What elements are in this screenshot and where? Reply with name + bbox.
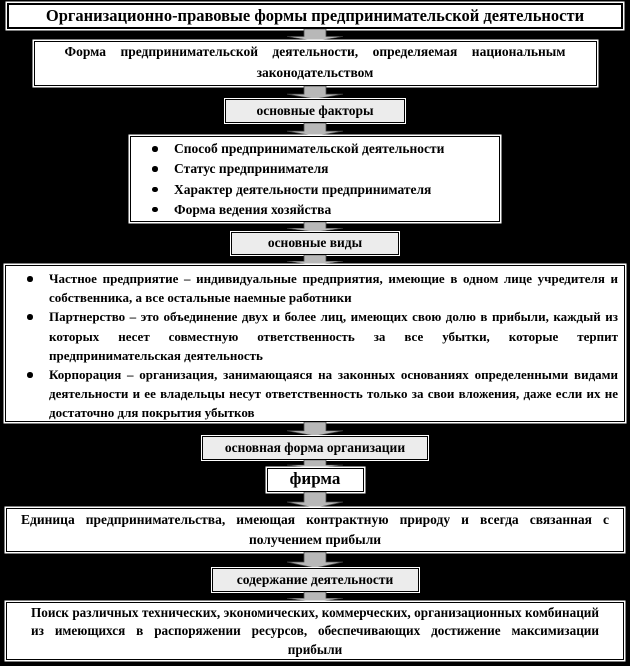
factor-item-text: Способ предпринимательской деятельности bbox=[174, 141, 445, 156]
type-item-text: Корпорация – организация, занимающаяся на законных основаниях определенными видами деятельности и ее владельцы несут ответственность только за свои вложения, даже если их не достаточно для покрытия убытков bbox=[49, 367, 618, 421]
type-item bbox=[6, 307, 618, 365]
bullet-icon bbox=[152, 166, 158, 172]
factor-item-text: Статус предпринимателя bbox=[174, 161, 329, 177]
down-arrow-icon bbox=[287, 255, 343, 265]
type-item bbox=[6, 365, 618, 423]
bullet-icon bbox=[152, 207, 158, 213]
down-arrow-icon bbox=[287, 222, 343, 232]
factor-item bbox=[131, 159, 495, 179]
bullet-icon bbox=[27, 314, 33, 320]
firm-definition-box: Единица предпринимательства, имеющая контрактную природу и всегда связанная с получением прибыли bbox=[6, 508, 624, 552]
factor-item-text: Форма ведения хозяйства bbox=[174, 201, 332, 217]
factor-item bbox=[131, 200, 495, 220]
type-item-text: Частное предприятие – индивидуальные предприятия, имеющие в одном лице учредителя и собственника, а все остальные наемные работники bbox=[49, 271, 618, 306]
org-form-label: основная форма организации bbox=[202, 436, 428, 460]
factors-list bbox=[130, 136, 500, 222]
down-arrow-icon bbox=[287, 592, 343, 602]
down-arrow-icon bbox=[287, 86, 343, 99]
bullet-icon bbox=[152, 187, 158, 193]
down-arrow-icon bbox=[287, 422, 343, 436]
diagram-title: Организационно-правовые формы предпринимательской деятельности bbox=[7, 3, 623, 29]
definition-box: Форма предпринимательской деятельности, определяемая национальным законодательством bbox=[34, 41, 597, 86]
down-arrow-icon bbox=[287, 552, 343, 568]
activity-label: содержание деятельности bbox=[212, 568, 419, 592]
factors-label: основные факторы bbox=[225, 99, 405, 123]
down-arrow-icon bbox=[287, 123, 343, 136]
type-item bbox=[6, 269, 618, 307]
factor-item bbox=[131, 180, 495, 200]
down-arrow-icon bbox=[287, 460, 343, 468]
factor-item-text: Характер деятельности предпринимателя bbox=[174, 181, 432, 197]
type-item-text: Партнерство – это объединение двух и более лиц, имеющих свою долю в прибыли, каждый из которых несет совместную ответственность за все убытки, которые терпит предпринимательская деятельность bbox=[49, 309, 618, 363]
down-arrow-icon bbox=[287, 492, 343, 508]
types-label: основные виды bbox=[231, 232, 399, 255]
firm-box: фирма bbox=[267, 468, 364, 492]
bullet-icon bbox=[27, 372, 33, 378]
bullet-icon bbox=[152, 146, 158, 152]
factor-item bbox=[131, 139, 495, 159]
down-arrow-icon bbox=[287, 29, 343, 41]
activity-box: Поиск различных технических, экономических, коммерческих, организационных комбинаций из имеющихся в распоряжении ресурсов, обеспечивающих достижение максимизации прибыли bbox=[6, 602, 624, 660]
types-list bbox=[5, 265, 625, 422]
bullet-icon bbox=[27, 276, 33, 282]
